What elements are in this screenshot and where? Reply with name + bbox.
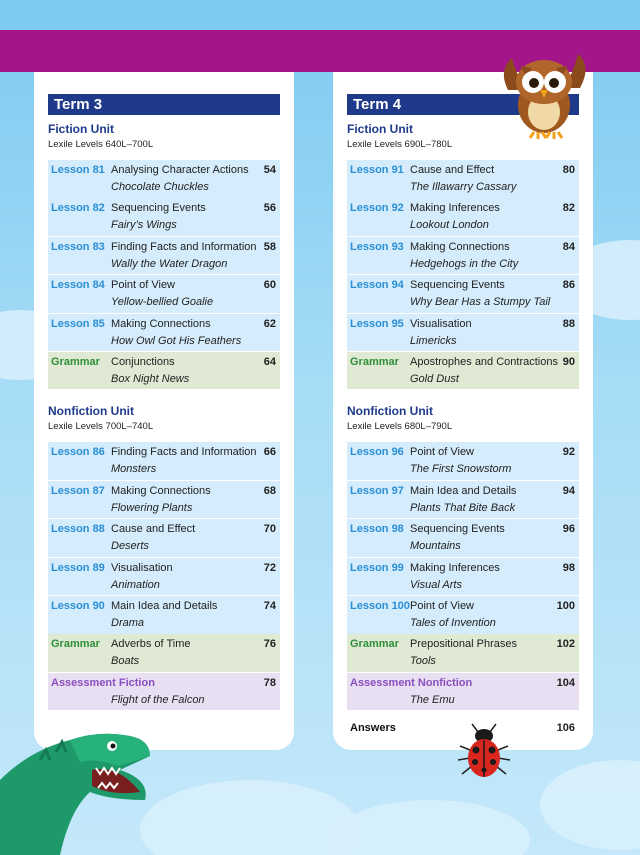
lesson-row xyxy=(347,237,579,275)
row-label: Lesson 82 xyxy=(51,202,105,215)
page-number: 72 xyxy=(263,561,276,574)
lexile-levels: Lexile Levels 690L–780L xyxy=(347,139,453,150)
row-label: Lesson 93 xyxy=(350,240,404,253)
story-title: Flowering Plants xyxy=(111,501,193,514)
grammar-row xyxy=(48,634,280,672)
page-number: 64 xyxy=(263,355,276,368)
page-number: 106 xyxy=(556,722,575,735)
story-title: The Emu xyxy=(410,693,455,706)
story-title: Visual Arts xyxy=(410,578,462,591)
page-number: 86 xyxy=(562,279,575,292)
row-label: Lesson 91 xyxy=(350,164,404,176)
story-title: Monsters xyxy=(111,463,157,476)
cloud-decoration xyxy=(540,760,640,850)
page-number: 70 xyxy=(263,523,276,536)
page-number: 56 xyxy=(263,202,276,215)
row-label: Lesson 90 xyxy=(51,600,105,613)
story-title: Tales of Invention xyxy=(410,617,496,630)
row-label: Lesson 85 xyxy=(51,317,105,330)
lesson-row xyxy=(48,314,280,352)
skill-title: Point of View xyxy=(410,446,475,459)
term-4-panel xyxy=(333,72,593,750)
story-title: Chocolate Chuckles xyxy=(111,181,209,193)
story-title: Deserts xyxy=(111,540,149,553)
lesson-list xyxy=(347,160,579,389)
row-label: Grammar xyxy=(350,355,399,368)
lesson-row xyxy=(347,160,579,198)
story-title: Flight of the Falcon xyxy=(111,693,205,706)
assessment-row xyxy=(347,673,579,711)
skill-title: Main Idea and Details xyxy=(410,484,517,497)
story-title: Gold Dust xyxy=(410,372,459,385)
nonfiction-unit-title: Nonfiction Unit xyxy=(48,404,134,419)
lesson-row xyxy=(48,275,280,313)
page-number: 98 xyxy=(562,561,575,574)
skill-title: Making Connections xyxy=(111,484,211,497)
skill-title: Sequencing Events xyxy=(410,279,505,292)
row-label: Assessment Fiction xyxy=(51,676,155,689)
page-number: 76 xyxy=(263,638,276,651)
lesson-row xyxy=(48,558,280,596)
lesson-row xyxy=(347,558,579,596)
page-number: 90 xyxy=(562,355,575,368)
lexile-levels: Lexile Levels 700L–740L xyxy=(48,421,154,433)
page-number: 62 xyxy=(263,317,276,330)
ladybug-illustration xyxy=(456,722,512,782)
skill-title: Adverbs of Time xyxy=(111,638,191,651)
story-title: Box Night News xyxy=(111,372,190,385)
skill-title: Point of View xyxy=(410,600,475,613)
fiction-unit-title: Fiction Unit xyxy=(347,122,413,136)
row-label: Lesson 83 xyxy=(51,240,105,253)
nonfiction-unit-title: Nonfiction Unit xyxy=(347,404,433,419)
term-3-panel xyxy=(34,72,294,750)
row-label: Grammar xyxy=(51,638,100,651)
lesson-list xyxy=(347,442,579,738)
skill-title: Sequencing Events xyxy=(111,202,206,215)
row-label: Lesson 84 xyxy=(51,279,105,292)
row-label: Answers xyxy=(350,722,396,735)
cloud-decoration xyxy=(330,800,530,855)
page-number: 54 xyxy=(263,164,276,176)
skill-title: Apostrophes and Contractions xyxy=(410,355,558,368)
page-number: 84 xyxy=(562,240,575,253)
page-number: 60 xyxy=(263,279,276,292)
lesson-row xyxy=(347,314,579,352)
lesson-list xyxy=(48,160,280,389)
story-title: Plants That Bite Back xyxy=(410,501,516,514)
story-title: Yellow-bellied Goalie xyxy=(111,296,214,309)
lesson-row xyxy=(347,198,579,236)
story-title: Lookout London xyxy=(410,219,489,232)
page-number: 102 xyxy=(556,638,575,651)
cloud-decoration xyxy=(140,780,360,855)
grammar-row xyxy=(48,352,280,390)
skill-title: Analysing Character Actions xyxy=(111,164,249,176)
owl-illustration xyxy=(494,50,594,140)
page-number: 82 xyxy=(562,202,575,215)
page-number: 94 xyxy=(562,484,575,497)
term-title: Term 3 xyxy=(48,94,280,115)
lesson-row xyxy=(48,198,280,236)
skill-title: Making Connections xyxy=(410,240,510,253)
lesson-row xyxy=(347,275,579,313)
lesson-row xyxy=(347,596,579,634)
grammar-row xyxy=(347,634,579,672)
story-title: Boats xyxy=(111,655,140,668)
row-label: Lesson 92 xyxy=(350,202,404,215)
skill-title: Visualisation xyxy=(410,317,472,330)
story-title: Animation xyxy=(111,578,160,591)
page-number: 88 xyxy=(562,317,575,330)
story-title: Wally the Water Dragon xyxy=(111,257,228,270)
skill-title: Conjunctions xyxy=(111,355,175,368)
page-number: 100 xyxy=(556,600,575,613)
story-title: The First Snowstorm xyxy=(410,463,512,476)
row-label: Lesson 98 xyxy=(350,523,404,536)
story-title: Drama xyxy=(111,617,145,630)
skill-title: Making Inferences xyxy=(410,561,500,574)
skill-title: Making Connections xyxy=(111,317,211,330)
row-label: Lesson 87 xyxy=(51,484,105,497)
row-label: Lesson 88 xyxy=(51,523,105,536)
page-number: 58 xyxy=(263,240,276,253)
story-title: Hedgehogs in the City xyxy=(410,257,519,270)
lexile-levels: Lexile Levels 680L–790L xyxy=(347,421,453,433)
story-title: The Illawarry Cassary xyxy=(410,181,517,193)
row-label: Lesson 95 xyxy=(350,317,404,330)
lesson-row xyxy=(48,519,280,557)
dinosaur-illustration xyxy=(0,700,160,855)
skill-title: Sequencing Events xyxy=(410,523,505,536)
story-title: Mountains xyxy=(410,540,461,553)
row-label: Lesson 86 xyxy=(51,446,105,459)
lesson-row xyxy=(48,442,280,480)
story-title: Limericks xyxy=(410,334,457,347)
term-title: Term 4 xyxy=(347,94,579,115)
lesson-row xyxy=(347,442,579,480)
story-title: How Owl Got His Feathers xyxy=(111,334,242,347)
lexile-levels: Lexile Levels 640L–700L xyxy=(48,139,154,150)
skill-title: Finding Facts and Information xyxy=(111,446,257,459)
page-number: 66 xyxy=(263,446,276,459)
row-label: Lesson 100 xyxy=(350,600,410,613)
skill-title: Prepositional Phrases xyxy=(410,638,518,651)
story-title: Fairy’s Wings xyxy=(111,219,177,232)
page-number: 96 xyxy=(562,523,575,536)
row-label: Lesson 94 xyxy=(350,279,404,292)
story-title: Why Bear Has a Stumpy Tail xyxy=(410,296,551,309)
lesson-row xyxy=(48,160,280,198)
skill-title: Making Inferences xyxy=(410,202,500,215)
skill-title: Visualisation xyxy=(111,561,173,574)
row-label: Grammar xyxy=(51,355,100,368)
skill-title: Point of View xyxy=(111,279,176,292)
page-number: 68 xyxy=(263,484,276,497)
story-title: Tools xyxy=(410,655,436,668)
grammar-row xyxy=(347,352,579,390)
row-label: Lesson 97 xyxy=(350,484,404,497)
lesson-list xyxy=(48,442,280,710)
row-label: Lesson 96 xyxy=(350,446,404,459)
skill-title: Cause and Effect xyxy=(111,523,196,536)
row-label: Assessment Nonfiction xyxy=(350,676,473,689)
lesson-row xyxy=(48,596,280,634)
row-label: Lesson 99 xyxy=(350,561,404,574)
row-label: Grammar xyxy=(350,638,399,651)
row-label: Lesson 81 xyxy=(51,164,105,176)
skill-title: Cause and Effect xyxy=(410,164,495,176)
skill-title: Finding Facts and Information xyxy=(111,240,257,253)
page-number: 104 xyxy=(556,676,575,689)
page-number: 80 xyxy=(562,164,575,176)
skill-title: Main Idea and Details xyxy=(111,600,218,613)
row-label: Lesson 89 xyxy=(51,561,105,574)
lesson-row xyxy=(347,481,579,519)
fiction-unit-title: Fiction Unit xyxy=(48,122,114,136)
page-number: 78 xyxy=(263,676,276,689)
page-number: 74 xyxy=(263,600,276,613)
lesson-row xyxy=(48,237,280,275)
lesson-row xyxy=(347,519,579,557)
lesson-row xyxy=(48,481,280,519)
page-number: 92 xyxy=(562,446,575,459)
